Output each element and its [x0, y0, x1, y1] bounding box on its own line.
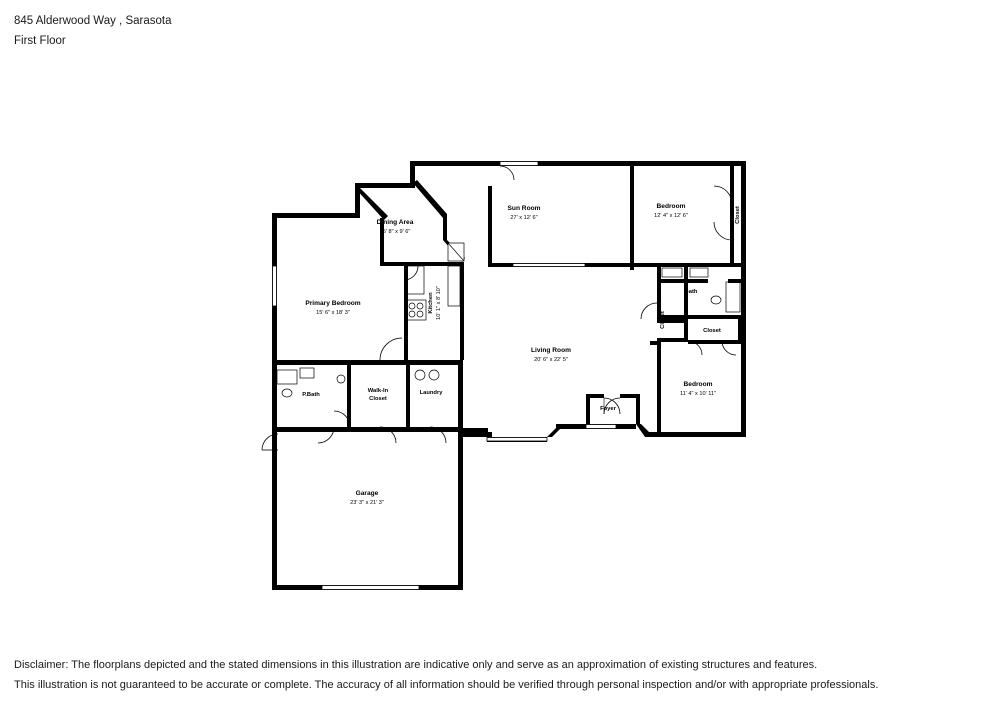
room-name: Bedroom — [656, 203, 686, 210]
room-name: Living Room — [531, 347, 571, 354]
room-name: Garage — [355, 490, 379, 497]
room-dimensions: 20' 6" x 22' 5" — [534, 357, 568, 363]
room-name-line2: Closet — [369, 396, 387, 402]
room-dimensions: 12' 4" x 12' 6" — [654, 213, 688, 219]
room-name: Dining Area — [376, 219, 414, 226]
room-name: Bath — [684, 289, 698, 295]
floor-label: First Floor — [14, 35, 66, 48]
room-name: Bedroom — [683, 381, 713, 388]
room-labels-extra — [369, 396, 387, 402]
room-dimensions: 15' 8" x 9' 6" — [379, 229, 411, 235]
disclaimer-line-1: Disclaimer: The floorplans depicted and the stated dimensions in this illustration are indicative only and serve as an approximation of existing structures and features. — [14, 659, 818, 671]
room-name: P.Bath — [302, 392, 320, 398]
room-name: Sun Room — [507, 205, 541, 212]
room-dimensions: 23' 3" x 21' 3" — [350, 500, 384, 506]
room-name: Primary Bedroom — [305, 300, 361, 307]
room-dimensions: 15' 6" x 18' 3" — [316, 310, 350, 316]
disclaimer-line-2: This illustration is not guaranteed to be accurate or complete. The accuracy of all information should be verified through personal inspection and/or with appropriate professionals. — [14, 679, 879, 692]
room-name: Closet — [703, 328, 721, 334]
room-name: Laundry — [419, 390, 443, 396]
room-name: Foyer — [600, 406, 616, 412]
room-name: Closet — [660, 311, 666, 329]
room-dimensions: 10' 1" x 8' 10" — [436, 286, 442, 320]
room-labels — [302, 203, 741, 506]
room-name: Closet — [735, 206, 741, 224]
room-dimensions: 11' 4" x 10' 11" — [679, 391, 717, 397]
property-address: 845 Alderwood Way , Sarasota — [14, 15, 172, 27]
disclaimer-text — [14, 655, 974, 696]
room-dimensions: 27' x 12' 6" — [510, 215, 538, 221]
room-name: Kitchen — [428, 292, 434, 314]
room-name: Walk-In — [367, 388, 389, 394]
